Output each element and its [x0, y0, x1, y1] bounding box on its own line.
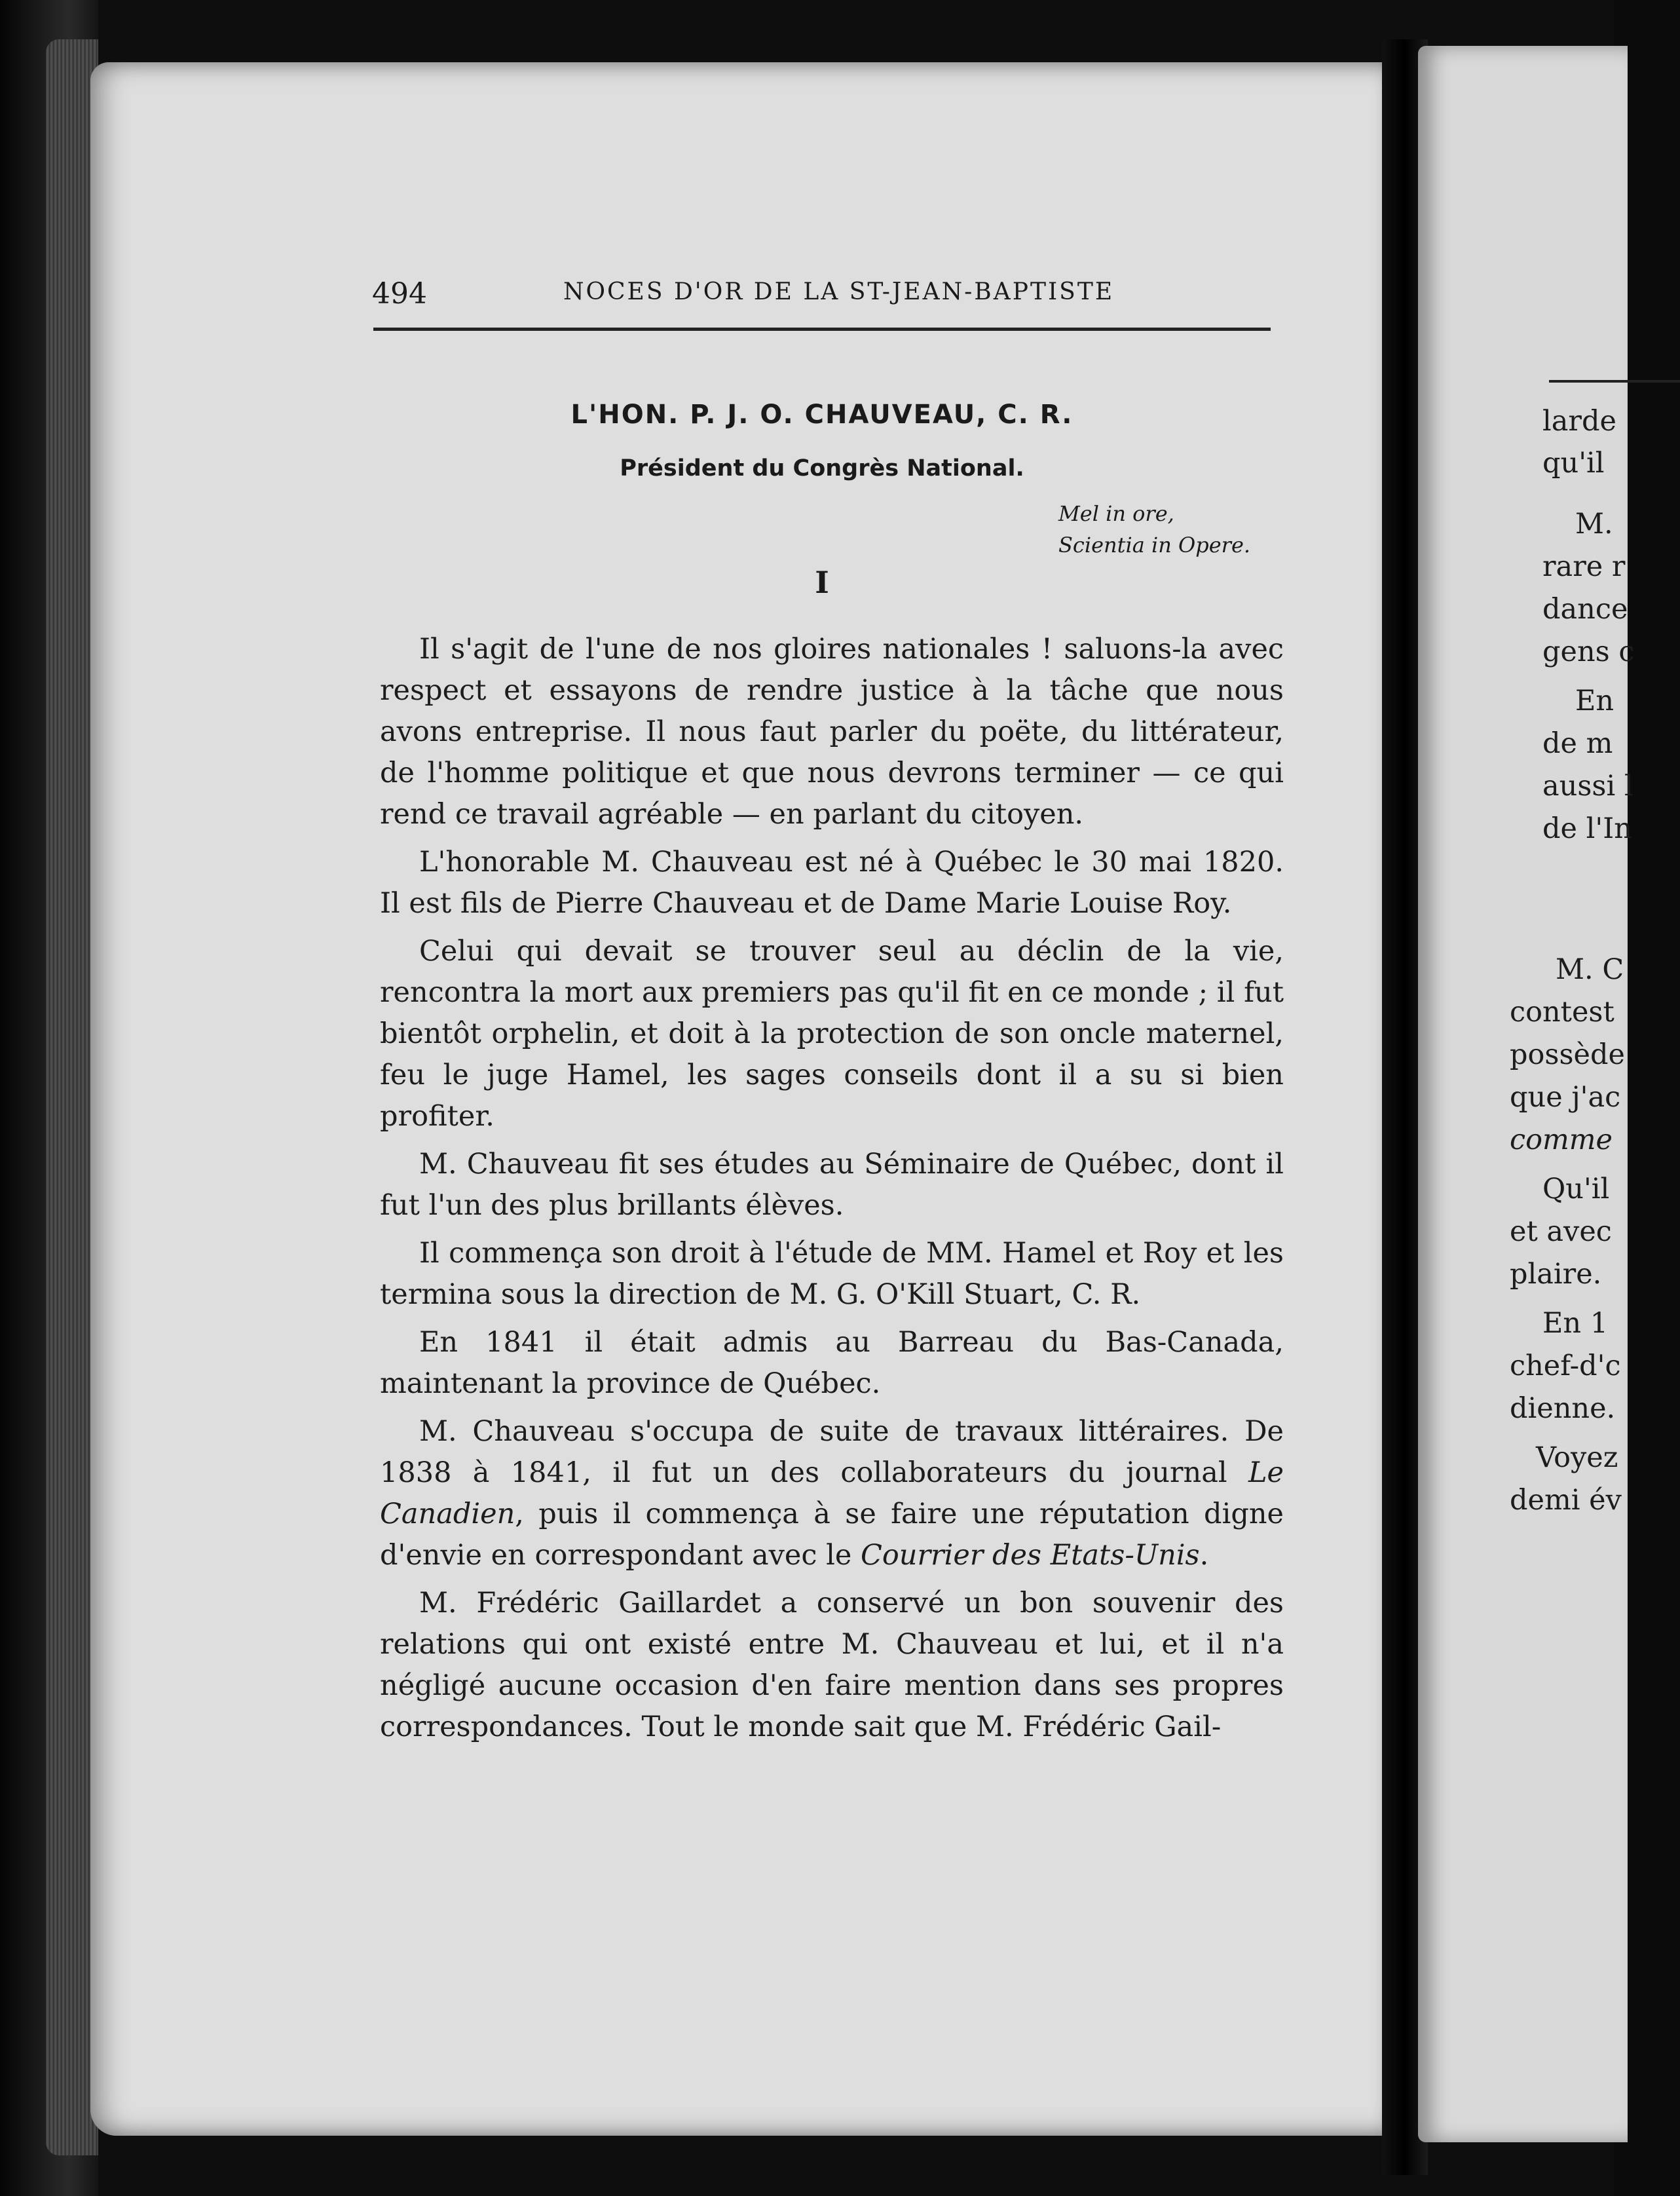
right-page-line: contest [1510, 996, 1615, 1029]
right-page-line: En 1 [1542, 1307, 1609, 1340]
epigraph-line: Scientia in Opere. [1058, 533, 1251, 558]
text-run: . [1199, 1539, 1209, 1572]
right-page-line: possède [1510, 1038, 1625, 1071]
right-page-line: En [1575, 685, 1615, 717]
right-page-line: que j'ac [1510, 1081, 1621, 1114]
paragraph: Celui qui devait se trouver seul au déclin de la vie, rencontra la mort aux premiers pas qu'il fit en ce monde ; il fut bientôt orphelin, et doit à la protection de son oncle maternel, feu le juge Hamel, les sages conseils dont il a su si bien profiter. [380, 935, 1284, 1133]
right-page-line: gens c [1542, 635, 1635, 668]
right-page-line: de l'In [1542, 812, 1632, 845]
right-page-line: Qu'il [1542, 1173, 1610, 1205]
right-page-line: qu'il [1542, 447, 1605, 480]
right-page [1418, 46, 1635, 2142]
paragraph: En 1841 il était admis au Barreau du Bas-Canada, maintenant la province de Québec. [380, 1326, 1284, 1400]
article-subtitle: Président du Congrès National. [620, 455, 1024, 482]
right-page-line: aussi l [1542, 770, 1633, 803]
right-page-line: larde [1542, 405, 1616, 438]
article-body [380, 629, 1284, 1754]
article-title: L'HON. P. J. O. CHAUVEAU, C. R. [570, 400, 1073, 430]
right-page-line: plaire. [1510, 1258, 1602, 1291]
paragraph: M. Frédéric Gaillardet a conservé un bon souvenir des relations qui ont existé entre M. Chauveau et lui, et il n'a négligé aucune occasion d'en faire mention dans ses propres correspondances. Tout le monde sait que M. Frédéric Gail- [380, 1587, 1284, 1743]
right-page-line: demi év [1510, 1484, 1622, 1517]
running-title: NOCES D'OR DE LA ST-JEAN-BAPTISTE [563, 278, 1115, 305]
right-page-line: rare r [1542, 550, 1626, 583]
right-page-line: comme [1510, 1124, 1613, 1156]
paragraph: Il s'agit de l'une de nos gloires nationales ! saluons-la avec respect et essayons de rendre justice à la tâche que nous avons entreprise. Il nous faut parler du poëte, du littérateur, de l'homme politique et que nous devrons terminer — ce qui rend ce travail agréable — en parlant du citoyen. [380, 633, 1284, 831]
right-page-line: dance [1542, 593, 1628, 626]
right-page-line: chef-d'c [1510, 1350, 1621, 1382]
right-page-line: M. [1575, 508, 1613, 540]
paragraph: M. Chauveau fit ses études au Séminaire de Québec, dont il fut l'un des plus brillants élèves. [380, 1148, 1284, 1222]
journal-title: Courrier des Etats-Unis [860, 1539, 1200, 1572]
text-run: M. Chauveau s'occupa de suite de travaux littéraires. De 1838 à 1841, il fut un des collaborateurs du journal [380, 1415, 1284, 1489]
epigraph-line: Mel in ore, [1058, 501, 1174, 526]
text-run: , puis il commença à se faire une réputation digne d'envie en correspondant avec le [380, 1498, 1284, 1572]
right-page-line: M. C [1556, 953, 1624, 986]
right-page-line: et avec [1510, 1215, 1612, 1248]
right-page-line: dienne. [1510, 1392, 1616, 1425]
right-page-line: de m [1542, 727, 1613, 760]
right-page-line: Voyez [1536, 1441, 1618, 1474]
paragraph [380, 1411, 1284, 1576]
section-numeral: I [815, 565, 829, 600]
header-rule [373, 328, 1271, 331]
page-number: 494 [372, 277, 427, 311]
paragraph: Il commença son droit à l'étude de MM. Hamel et Roy et les termina sous la direction de M. G. O'Kill Stuart, C. R. [380, 1237, 1284, 1311]
header-rule [1549, 380, 1680, 383]
epigraph [1058, 498, 1275, 561]
paragraph: L'honorable M. Chauveau est né à Québec le 30 mai 1820. Il est fils de Pierre Chauveau et de Dame Marie Louise Roy. [380, 846, 1284, 920]
journal-title: Le Canadien [380, 1456, 1284, 1530]
